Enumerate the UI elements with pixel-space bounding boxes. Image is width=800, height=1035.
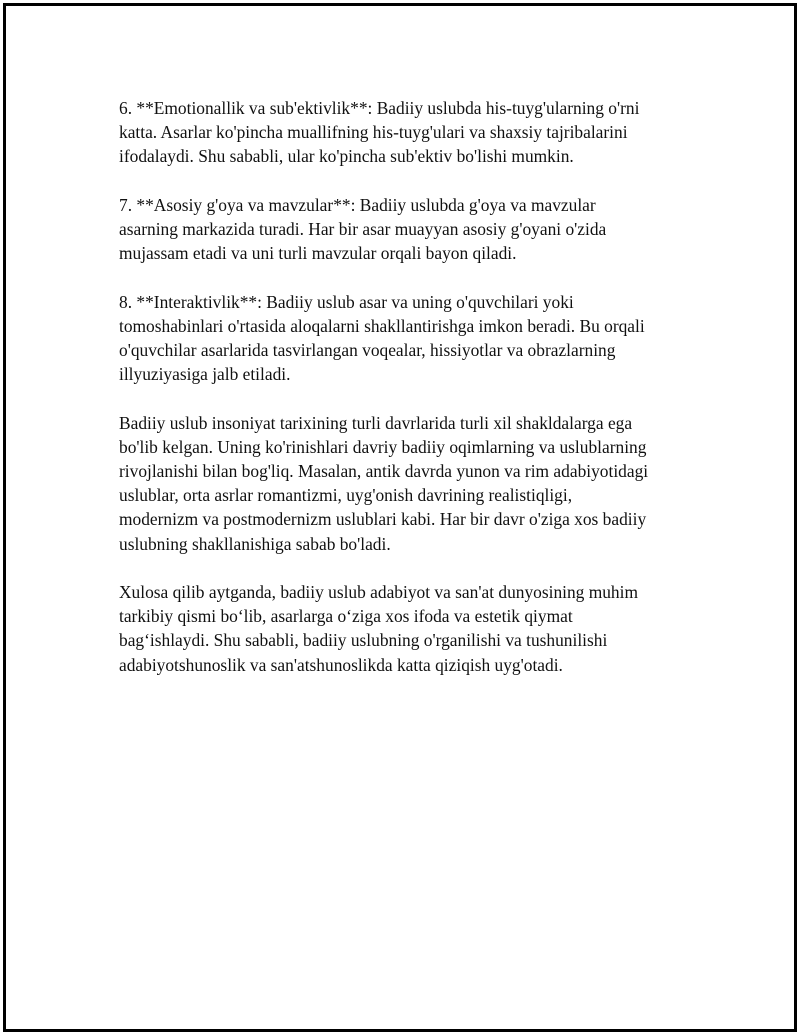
text-line: asarning markazida turadi. Har bir asar muayyan asosiy g'oyani o'zida <box>119 219 607 239</box>
paragraph-interaktivlik <box>119 290 704 387</box>
paragraph-emotionallik <box>119 96 704 169</box>
text-line: Xulosa qilib aytganda, badiiy uslub adabiyot va san'at dunyosining muhim <box>119 582 638 602</box>
text-line: 6. **Emotionallik va sub'ektivlik**: Badiiy uslubda his-tuyg'ularning o'rni <box>119 98 640 118</box>
document-body <box>119 96 704 701</box>
text-line: tomoshabinlari o'rtasida aloqalarni shakllantirishga imkon beradi. Bu orqali <box>119 315 645 336</box>
text-line: rivojlanishi bilan bog'liq. Masalan, antik davrda yunon va rim adabiyotidagi <box>119 461 649 481</box>
paragraph-tarix <box>119 411 704 556</box>
paragraph-asosiy-goya <box>119 193 704 266</box>
text-line: ifodalaydi. Shu sababli, ular ko'pincha sub'ektiv bo'lishi mumkin. <box>119 146 574 167</box>
text-line: 8. **Interaktivlik**: Badiiy uslub asar va uning o'quvchilari yoki <box>119 291 574 312</box>
text-line: katta. Asarlar ko'pincha muallifning his-tuyg'ulari va shaxsiy tajribalarini <box>119 122 628 143</box>
text-line: Badiiy uslub insoniyat tarixining turli davrlarida turli xil shakldalarga ega <box>119 412 633 433</box>
text-line: bo'lib kelgan. Uning ko'rinishlari davriy badiiy oqimlarning va uslublarning <box>119 436 647 457</box>
text-line: o'quvchilar asarlarida tasvirlangan voqealar, hissiyotlar va obrazlarning <box>119 340 616 360</box>
text-line: illyuziyasiga jalb etiladi. <box>119 364 291 385</box>
text-line: mujassam etadi va uni turli mavzular orqali bayon qiladi. <box>119 243 517 264</box>
text-line: tarkibiy qismi bo‘lib, asarlarga o‘ziga xos ifoda va estetik qiymat <box>119 606 573 627</box>
paragraph-xulosa <box>119 580 704 677</box>
text-line: bag‘ishlaydi. Shu sababli, badiiy uslubning o'rganilishi va tushunilishi <box>119 630 608 651</box>
text-line: uslublar, orta asrlar romantizmi, uyg'onish davrining realistiqligi, <box>119 485 573 506</box>
page-frame <box>3 3 797 1032</box>
text-line: adabiyotshunoslik va san'atshunoslikda katta qiziqish uyg'otadi. <box>119 654 563 675</box>
text-line: uslubning shakllanishiga sabab bo'ladi. <box>119 533 391 554</box>
text-line: 7. **Asosiy g'oya va mavzular**: Badiiy uslubda g'oya va mavzular <box>119 194 596 215</box>
text-line: modernizm va postmodernizm uslublari kabi. Har bir davr o'ziga xos badiiy <box>119 509 647 530</box>
